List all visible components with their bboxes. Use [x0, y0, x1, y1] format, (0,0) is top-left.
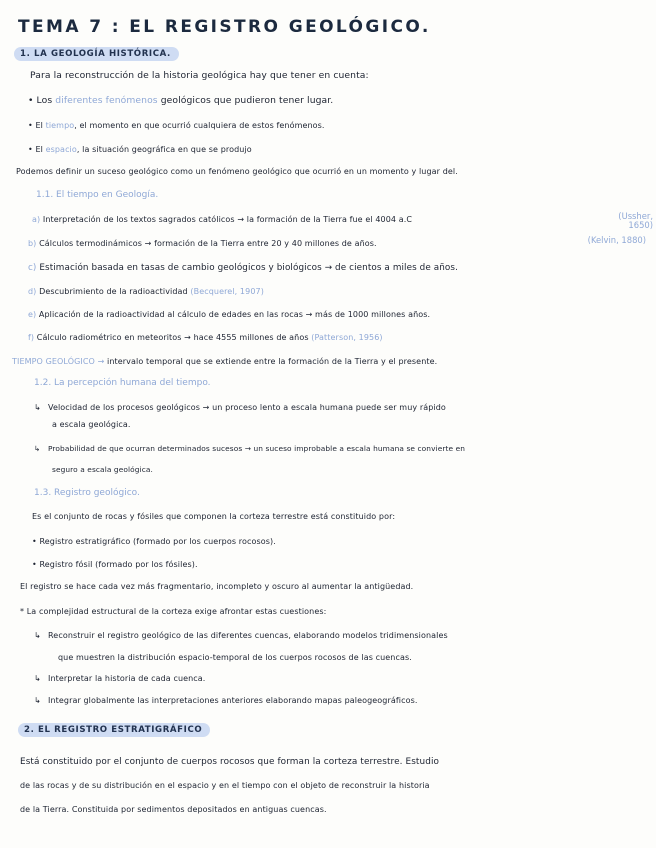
geologic-time-definition: TIEMPO GEOLÓGICO → intervalo temporal que se extiende entre la formación de la Tierra y el presente. [12, 357, 438, 366]
item-b: b) Cálculos termodinámicos → formación de la Tierra entre 20 y 40 millones de años. [28, 239, 377, 248]
subheading-1-2: 1.2. La percepción humana del tiempo. [34, 378, 211, 388]
definition-text: Podemos definir un suceso geológico como un fenómeno geológico que ocurrió en un momento y lugar del. [16, 167, 458, 176]
subheading-1-3: 1.3. Registro geológico. [34, 488, 140, 498]
perception-point-1: ↳ Velocidad de los procesos geológicos → un proceso lento a escala humana puede ser muy rápido [34, 403, 446, 412]
perception-point-1-cont: a escala geológica. [52, 420, 131, 429]
record-fossil: • Registro fósil (formado por los fósiles). [32, 560, 198, 569]
page-title: TEMA 7 : EL REGISTRO GEOLÓGICO. [18, 17, 431, 37]
bullet-phenomena: • Los diferentes fenómenos geológicos que pudieron tener lugar. [28, 95, 334, 106]
perception-point-2: ↳ Probabilidad de que ocurran determinados sucesos → un suceso improbable a escala humana se convierte en [34, 444, 466, 453]
geologic-record-definition: Es el conjunto de rocas y fósiles que componen la corteza terrestre está constituido por: [32, 512, 396, 521]
record-stratigraphic: • Registro estratigráfico (formado por los cuerpos rocosos). [32, 537, 276, 546]
item-d: d) Descubrimiento de la radioactividad (Becquerel, 1907) [28, 287, 264, 296]
section-heading-2: 2. EL REGISTRO ESTRATIGRÁFICO [18, 723, 210, 737]
bullet-space: • El espacio, la situación geográfica en que se produjo [28, 145, 252, 154]
question-1: ↳ Reconstruir el registro geológico de las diferentes cuencas, elaborando modelos tridimensionales [34, 631, 448, 640]
intro-text: Para la reconstrucción de la historia geológica hay que tener en cuenta: [30, 70, 369, 81]
question-3: ↳ Integrar globalmente las interpretaciones anteriores elaborando mapas paleogeográficos. [34, 696, 418, 705]
item-c: c) Estimación basada en tasas de cambio geológicos y biológicos → de cientos a miles de años. [28, 263, 458, 273]
question-1-cont: que muestren la distribución espacio-temporal de los cuerpos rocosos de las cuencas. [58, 653, 412, 662]
item-a: a) Interpretación de los textos sagrados católicos → la formación de la Tierra fue el 4004 a.C [32, 215, 413, 224]
question-2: ↳ Interpretar la historia de cada cuenca. [34, 674, 206, 683]
stratigraphic-record-text-3: de la Tierra. Constituida por sedimentos depositados en antiguas cuencas. [20, 805, 327, 814]
subheading-1-1: 1.1. El tiempo en Geología. [36, 190, 159, 200]
ref-kelvin: (Kelvin, 1880) [587, 235, 646, 245]
perception-point-2-cont: seguro a escala geológica. [52, 465, 153, 474]
stratigraphic-record-text-1: Está constituido por el conjunto de cuerpos rocosos que forman la corteza terrestre. Estudio [20, 757, 440, 767]
complexity-note: * La complejidad estructural de la corteza exige afrontar estas cuestiones: [20, 607, 327, 616]
ref-ussher: (Ussher, 1650) [618, 211, 653, 230]
bullet-time: • El tiempo, el momento en que ocurrió cualquiera de estos fenómenos. [28, 121, 325, 130]
section-heading-1: 1. LA GEOLOGÍA HISTÓRICA. [14, 47, 179, 61]
fragmentary-note: El registro se hace cada vez más fragmentario, incompleto y oscuro al aumentar la antigüedad. [20, 582, 414, 591]
stratigraphic-record-text-2: de las rocas y de su distribución en el espacio y en el tiempo con el objeto de reconstruir la historia [20, 781, 430, 790]
item-f: f) Cálculo radiométrico en meteoritos → hace 4555 millones de años (Patterson, 1956) [28, 333, 383, 342]
item-e: e) Aplicación de la radioactividad al cálculo de edades en las rocas → más de 1000 millones años. [28, 310, 431, 319]
